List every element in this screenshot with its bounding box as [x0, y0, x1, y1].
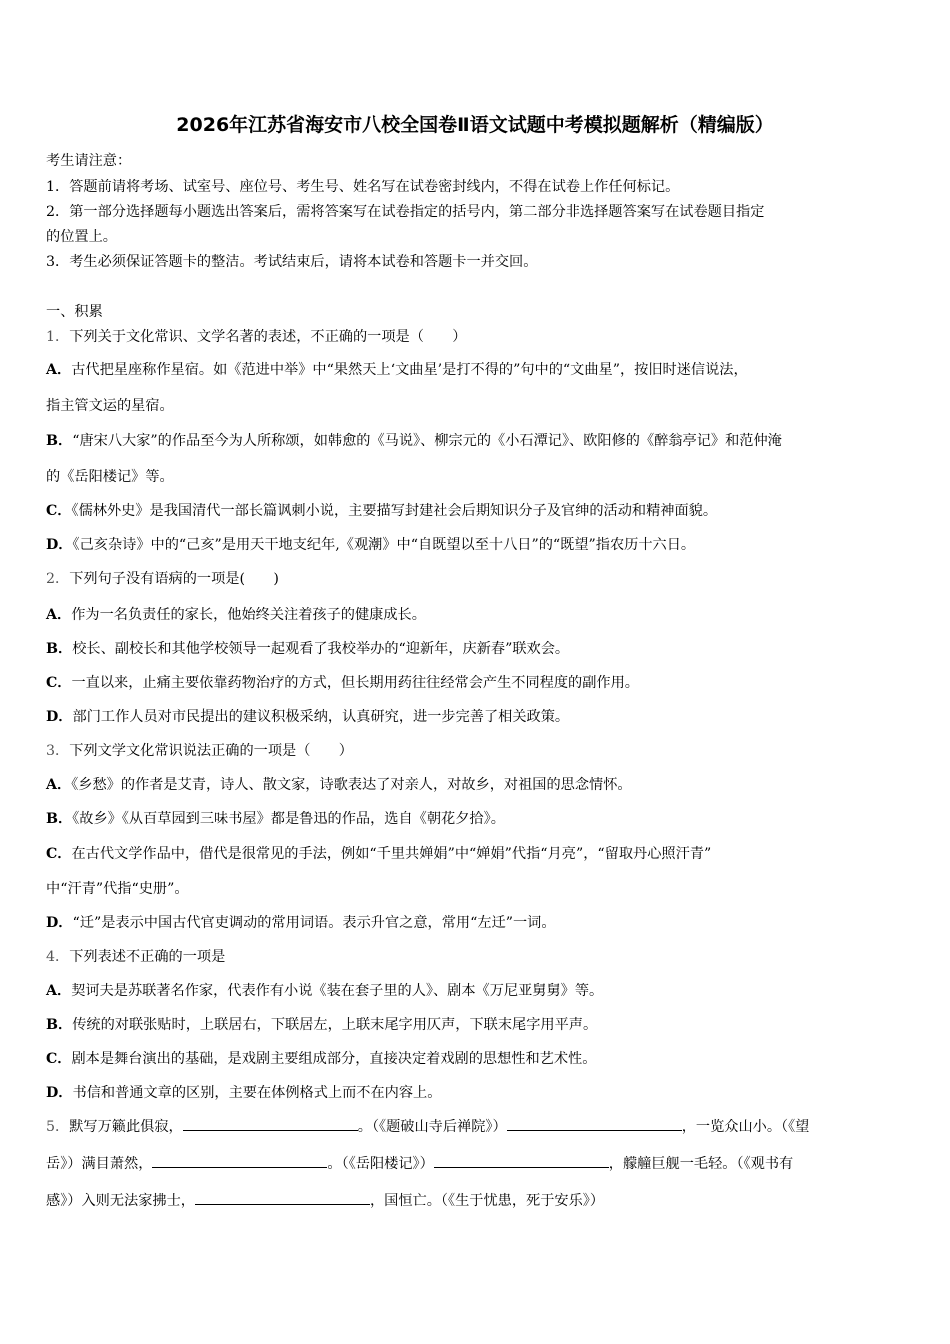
- option-text: 契诃夫是苏联著名作家，代表作有小说《装在套子里的人》、剧本《万尼亚舅舅》等。: [71, 983, 604, 999]
- question-number: 5．: [46, 1119, 70, 1135]
- option-line: [46, 674, 639, 692]
- notice-heading: 考生请注意：: [46, 153, 132, 169]
- option-label: B．: [46, 1017, 73, 1033]
- option-line: [46, 1016, 597, 1034]
- option-line: [46, 536, 695, 554]
- option-text: 在古代文学作品中，借代是很常见的手法，例如“千里共婵娟”中“婵娟”代指“月亮”，“留取丹心照汗青”: [71, 846, 712, 862]
- question-line: [46, 1155, 793, 1173]
- question-number: 4．: [46, 949, 70, 965]
- question-text: ，国恒亡。（《生于忧患，死于安乐》）: [369, 1193, 605, 1209]
- option-line: [46, 1084, 441, 1102]
- question-number: 2．: [46, 571, 70, 587]
- option-line: [46, 606, 426, 624]
- option-line: [46, 810, 505, 828]
- option-label: D．: [46, 709, 73, 725]
- option-text: 作为一名负责任的家长，他始终关注着孩子的健康成长。: [71, 607, 426, 623]
- option-text: “唐宋八大家”的作品至今为人所称颂，如韩愈的《马说》、柳宗元的《小石潭记》、欧阳修的《醉翁亭记》和范仲淹: [72, 433, 782, 449]
- page-title: 2026年江苏省海安市八校全国卷Ⅱ语文试题中考模拟题解析（精编版）: [176, 114, 774, 136]
- option-label: A．: [46, 777, 72, 793]
- question-text: 。（《岳阳楼记》）: [327, 1156, 434, 1172]
- notice-item: 3．考生必须保证答题卡的整洁。考试结束后，请将本试卷和答题卡一并交回。: [46, 254, 538, 270]
- option-label: B．: [46, 811, 73, 827]
- option-text: 部门工作人员对市民提出的建议积极采纳，认真研究，进一步完善了相关政策。: [72, 709, 570, 725]
- notice-item: 1．答题前请将考场、试室号、座位号、考生号、姓名写在试卷密封线内，不得在试卷上作任何标记。: [46, 179, 680, 195]
- option-line: [46, 1050, 596, 1068]
- option-text: “迁”是表示中国古代官吏调动的常用词语。表示升官之意，常用“左迁”一词。: [72, 915, 556, 931]
- option-continuation: 中“汗青”代指“史册”。: [46, 881, 189, 897]
- question-number: 3．: [46, 743, 70, 759]
- question-text: 岳》）满目萧然，: [46, 1156, 153, 1172]
- answer-blank[interactable]: [183, 1118, 358, 1131]
- answer-blank[interactable]: [434, 1155, 609, 1168]
- option-text: 书信和普通文章的区别，主要在体例格式上而不在内容上。: [72, 1085, 442, 1101]
- question-text: 。（《题破山寺后禅院》）: [357, 1119, 507, 1135]
- question-number: 1．: [46, 329, 70, 345]
- option-continuation: 指主管文运的星宿。: [46, 398, 174, 414]
- question-stem: [46, 948, 225, 966]
- question-line: [46, 1192, 604, 1210]
- option-text: 《儒林外史》是我国清代一部长篇讽刺小说，主要描写封建社会后期知识分子及官绅的活动和精神面貌。: [71, 503, 718, 519]
- notice-item: 2．第一部分选择题每小题选出答案后，需将答案写在试卷指定的括号内，第二部分非选择题答案写在试卷题目指定: [46, 204, 765, 220]
- option-text: 传统的对联张贴时，上联居右，下联居左，上联末尾字用仄声，下联末尾字用平声。: [72, 1017, 598, 1033]
- option-label: D．: [46, 1085, 73, 1101]
- question-text: 默写万籁此俱寂，: [69, 1119, 183, 1135]
- option-text: 剧本是舞台演出的基础，是戏剧主要组成部分，直接决定着戏剧的思想性和艺术性。: [71, 1051, 597, 1067]
- option-line: [46, 640, 569, 658]
- option-label: C．: [46, 675, 72, 691]
- option-label: A．: [46, 362, 72, 378]
- option-label: B．: [46, 641, 73, 657]
- answer-blank[interactable]: [152, 1155, 327, 1168]
- option-line: [46, 845, 711, 863]
- option-label: C．: [46, 503, 72, 519]
- option-continuation: 的《岳阳楼记》等。: [46, 469, 174, 485]
- answer-blank[interactable]: [507, 1118, 682, 1131]
- option-line: [46, 708, 569, 726]
- option-label: B．: [46, 433, 73, 449]
- option-text: 《乡愁》的作者是艾青，诗人、散文家，诗歌表达了对亲人，对故乡，对祖国的思念情怀。: [71, 777, 632, 793]
- question-text: 感》）入则无法家拂士，: [46, 1193, 195, 1209]
- option-text: 古代把星座称作星宿。如《范进中举》中“果然天上‘文曲星’是打不得的”句中的“文曲星”，按旧时迷信说法，: [71, 362, 748, 378]
- option-text: 一直以来，止痛主要依靠药物治疗的方式，但长期用药往往经常会产生不同程度的副作用。: [71, 675, 639, 691]
- option-label: D．: [46, 915, 73, 931]
- question-stem: [46, 1118, 809, 1136]
- option-text: 《己亥杂诗》中的“己亥”是用天干地支纪年,《观潮》中“自既望以至十八日”的“既望”指农历十六日。: [72, 537, 696, 553]
- question-stem: [46, 742, 353, 760]
- option-label: D．: [46, 537, 73, 553]
- option-text: 《故乡》《从百草园到三味书屋》都是鲁迅的作品，选自《朝花夕拾》。: [72, 811, 505, 827]
- option-line: [46, 914, 556, 932]
- option-label: A．: [46, 607, 72, 623]
- question-stem: [46, 328, 466, 346]
- option-line: [46, 361, 748, 379]
- question-text: 下列文学文化常识说法正确的一项是（ ）: [69, 743, 353, 759]
- answer-blank[interactable]: [195, 1192, 370, 1205]
- option-line: [46, 776, 632, 794]
- question-text: 下列关于文化常识、文学名著的表述，不正确的一项是（ ）: [69, 329, 467, 345]
- option-line: [46, 432, 782, 450]
- option-line: [46, 502, 717, 520]
- option-text: 校长、副校长和其他学校领导一起观看了我校举办的“迎新年，庆新春”联欢会。: [72, 641, 570, 657]
- option-line: [46, 982, 603, 1000]
- question-text: ，一览众山小。（《望: [681, 1119, 810, 1135]
- question-text: 下列表述不正确的一项是: [69, 949, 226, 965]
- notice-item: 的位置上。: [46, 229, 117, 245]
- option-label: A．: [46, 983, 72, 999]
- option-label: C．: [46, 846, 72, 862]
- question-text: ，艨艟巨舰一毛轻。（《观书有: [608, 1156, 794, 1172]
- section-heading: 一、积累: [46, 304, 103, 320]
- question-stem: [46, 570, 279, 588]
- question-text: 下列句子没有语病的一项是( ): [69, 571, 279, 587]
- option-label: C．: [46, 1051, 72, 1067]
